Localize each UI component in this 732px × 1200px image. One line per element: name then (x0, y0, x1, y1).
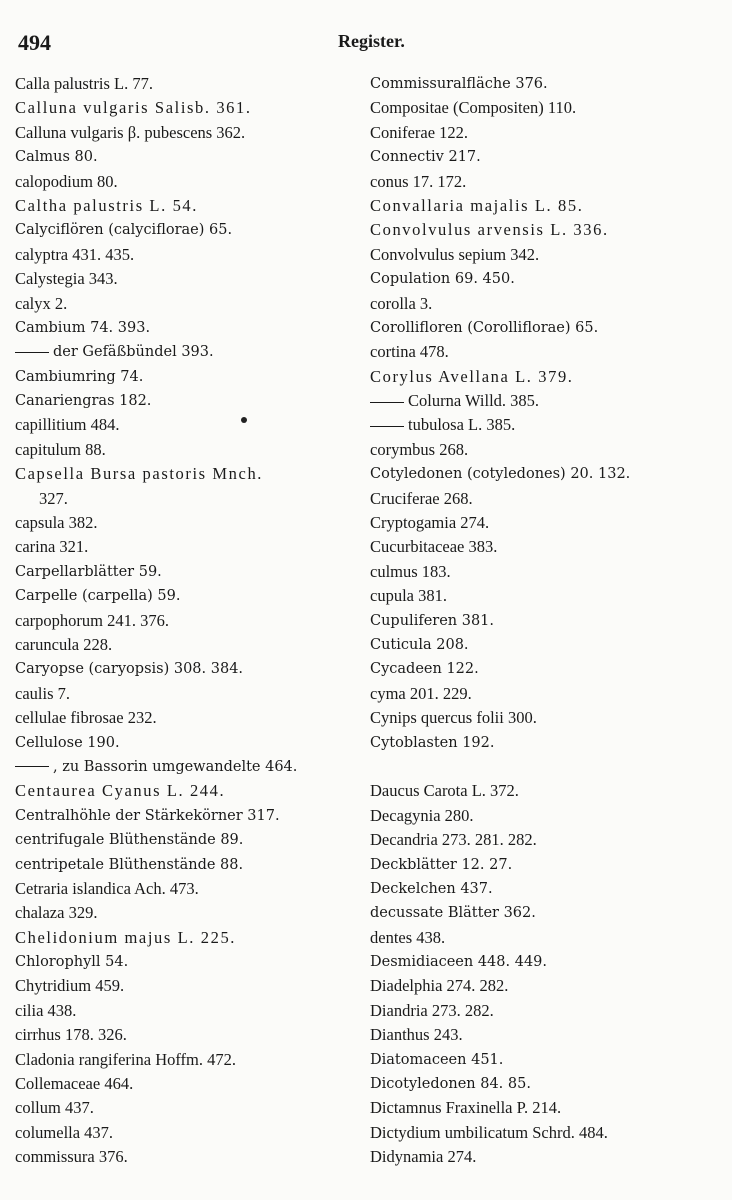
index-entry-text: Carpellarblätter 59. (15, 563, 162, 580)
index-entry-text: , zu Bassorin umgewandelte 464. (53, 758, 298, 775)
index-entry-text: caulis 7. (15, 683, 70, 703)
index-entry (370, 877, 720, 901)
index-entry-text: cellulae fibrosae 232. (15, 708, 157, 728)
index-entry (15, 96, 365, 120)
index-entry-text: Didynamia 274. (370, 1147, 477, 1167)
index-entry-text: corolla 3. (370, 293, 433, 313)
index-entry (15, 828, 365, 852)
index-entry-text: Dictydium umbilicatum Schrd. 484. (370, 1122, 608, 1142)
index-entry-text: Diatomaceen 451. (370, 1051, 504, 1068)
index-entry-text: Capsella Bursa pastoris Mnch. (15, 464, 264, 484)
index-entry-text: columella 437. (15, 1122, 114, 1142)
index-entry-text: Connectiv 217. (370, 149, 481, 166)
index-entry (370, 292, 720, 316)
index-entry (15, 999, 365, 1023)
repeat-dash (15, 766, 49, 767)
index-entry-text: Cytoblasten 192. (370, 734, 495, 751)
index-entry-text: cyma 201. 229. (370, 683, 472, 703)
repeat-dash (370, 402, 404, 403)
index-entry-text: Calystegia 343. (15, 269, 118, 289)
index-entry-text: Compositae (Compositen) 110. (370, 98, 577, 118)
index-entry (15, 560, 365, 584)
index-entry (15, 170, 365, 194)
index-entry (15, 1096, 365, 1120)
index-entry-text: capitulum 88. (15, 439, 106, 459)
index-entry (15, 706, 365, 730)
index-entry-text: carpophorum 241. 376. (15, 610, 169, 630)
index-entry-text: calyx 2. (15, 293, 68, 313)
index-entry-text: Convallaria majalis L. 85. (370, 195, 584, 215)
index-entry-text: Cryptogamia 274. (370, 513, 490, 533)
index-entry-text: Canariengras 182. (15, 393, 152, 410)
index-entry (15, 609, 365, 633)
index-entry (370, 413, 720, 437)
index-entry (15, 877, 365, 901)
index-entry-text: cortina 478. (370, 342, 449, 362)
index-entry (370, 706, 720, 730)
index-entry (15, 657, 365, 681)
index-entry-text: culmus 183. (370, 561, 451, 581)
index-entry (370, 511, 720, 535)
index-entry-text: Cuticula 208. (370, 636, 469, 653)
index-entry (15, 901, 365, 925)
index-entry-text: der Gefäßbündel 393. (53, 344, 214, 361)
index-entry (15, 1048, 365, 1072)
index-entry (15, 194, 365, 218)
index-entry-text: collum 437. (15, 1098, 94, 1118)
index-entry-text: dentes 438. (370, 927, 446, 947)
index-entry (370, 609, 720, 633)
index-entry (370, 170, 720, 194)
index-entry-text: Commissuralfläche 376. (370, 76, 548, 92)
index-entry-text: Cambium 74. 393. (15, 319, 151, 336)
index-entry (370, 853, 720, 877)
index-entry-text: Collemaceae 464. (15, 1074, 134, 1094)
index-entry-text: conus 17. 172. (370, 171, 467, 191)
index-entry (15, 72, 365, 96)
index-entry-text: capillitium 484. (15, 415, 120, 435)
index-entry (370, 682, 720, 706)
repeat-dash (15, 352, 49, 353)
index-entry (370, 316, 720, 340)
index-entry-text: Carpelle (carpella) 59. (15, 588, 181, 605)
index-entry (15, 1145, 365, 1169)
index-entry-text: tubulosa L. 385. (408, 415, 516, 435)
index-entry (370, 779, 720, 803)
index-entry-text: Centaurea Cyanus L. 244. (15, 781, 226, 801)
index-entry (370, 1121, 720, 1145)
index-entry-text: Convolvulus sepium 342. (370, 244, 540, 264)
index-entry (15, 340, 365, 364)
index-entry (370, 1023, 720, 1047)
index-entry-text: centrifugale Blüthenstände 89. (15, 832, 244, 849)
index-entry-text: Corollifloren (Corolliflorae) 65. (370, 319, 599, 336)
index-entry-text: Diandria 273. 282. (370, 1000, 494, 1020)
index-entry (370, 121, 720, 145)
index-entry-text: Calluna vulgaris Salisb. 361. (15, 98, 252, 118)
index-entry-text: Chytridium 459. (15, 976, 125, 996)
index-entry (15, 121, 365, 145)
index-entry-text: Cotyledonen (cotyledones) 20. 132. (370, 466, 631, 483)
index-entry (15, 682, 365, 706)
index-entry (370, 974, 720, 998)
page-number: 494 (18, 30, 51, 55)
index-entry-text: commissura 376. (15, 1147, 128, 1167)
index-entry (15, 267, 365, 291)
index-entry (370, 804, 720, 828)
index-entry (370, 1048, 720, 1072)
index-entry-text: Calyciflören (calyciflorae) 65. (15, 222, 233, 239)
index-entry (370, 72, 720, 96)
index-entry-text: calyptra 431. 435. (15, 244, 135, 264)
index-entry-text: Caltha palustris L. 54. (15, 195, 198, 215)
index-column-right (370, 72, 720, 1170)
index-entry (15, 926, 365, 950)
index-entry (370, 243, 720, 267)
index-entry-text: Convolvulus arvensis L. 336. (370, 220, 609, 240)
index-entry (15, 316, 365, 340)
index-entry (370, 267, 720, 291)
index-entry (15, 731, 365, 755)
index-entry (370, 1072, 720, 1096)
index-entry (370, 633, 720, 657)
index-entry (370, 560, 720, 584)
index-entry-text: Diadelphia 274. 282. (370, 976, 509, 996)
running-header: Register. (338, 31, 405, 51)
index-entry-text: cilia 438. (15, 1000, 77, 1020)
index-entry (15, 779, 365, 803)
index-entry (370, 950, 720, 974)
index-entry-text: Cynips quercus folii 300. (370, 708, 537, 728)
index-entry-text: Dianthus 243. (370, 1025, 463, 1045)
index-entry-text: carina 321. (15, 537, 89, 557)
index-entry-text: Calluna vulgaris β. pubescens 362. (15, 122, 246, 142)
index-entry-text: Cellulose 190. (15, 734, 120, 751)
index-entry (15, 487, 365, 511)
index-entry (370, 389, 720, 413)
index-entry (370, 535, 720, 559)
index-entry-text: Cambiumring 74. (15, 368, 144, 385)
index-entry (370, 584, 720, 608)
index-entry (15, 633, 365, 657)
index-entry-text: Decagynia 280. (370, 805, 474, 825)
index-entry (370, 1096, 720, 1120)
index-entry-text: Cetraria islandica Ach. 473. (15, 878, 199, 898)
index-entry-text: Dictamnus Fraxinella P. 214. (370, 1098, 562, 1118)
index-entry-text: Dicotyledonen 84. 85. (370, 1076, 531, 1093)
index-entry (370, 926, 720, 950)
index-entry (370, 487, 720, 511)
index-entry-text: centripetale Blüthenstände 88. (15, 856, 244, 873)
index-entry (15, 292, 365, 316)
index-entry (15, 462, 365, 486)
index-entry (370, 365, 720, 389)
index-entry (370, 657, 720, 681)
index-entry-text: Cucurbitaceae 383. (370, 537, 498, 557)
index-entry (370, 462, 720, 486)
index-entry-text: Decandria 273. 281. 282. (370, 830, 537, 850)
index-entry-text: 327. (39, 488, 68, 508)
index-entry-text: cirrhus 178. 326. (15, 1025, 127, 1045)
index-entry-text: Cruciferae 268. (370, 488, 473, 508)
index-entry (370, 145, 720, 169)
index-entry (15, 853, 365, 877)
index-entry (15, 438, 365, 462)
index-entry (15, 218, 365, 242)
index-entry (15, 974, 365, 998)
index-entry (370, 901, 720, 925)
index-entry-text: chalaza 329. (15, 903, 98, 923)
index-entry-text: capsula 382. (15, 513, 98, 533)
index-entry (15, 145, 365, 169)
index-entry-text: Chlorophyll 54. (15, 954, 129, 971)
index-entry-text: Centralhöhle der Stärkekörner 317. (15, 807, 280, 824)
index-column-left (15, 72, 365, 1170)
index-entry (15, 804, 365, 828)
index-entry-text: corymbus 268. (370, 439, 469, 459)
index-entry-text: Caryopse (caryopsis) 308. 384. (15, 661, 244, 678)
index-entry (370, 999, 720, 1023)
index-entry-text: decussate Blätter 362. (370, 905, 536, 922)
index-entry-text: cupula 381. (370, 586, 447, 606)
index-entry (370, 218, 720, 242)
index-entry-text: calopodium 80. (15, 171, 118, 191)
index-entry (370, 731, 720, 755)
index-entry-text: Copulation 69. 450. (370, 271, 515, 288)
index-entry-text: Daucus Carota L. 372. (370, 781, 519, 801)
index-entry-text: Cycadeen 122. (370, 661, 479, 678)
index-entry-text: Cupuliferen 381. (370, 612, 495, 629)
index-entry (370, 340, 720, 364)
index-entry (370, 1145, 720, 1169)
index-entry (370, 194, 720, 218)
index-entry-text: Cladonia rangiferina Hoffm. 472. (15, 1049, 237, 1069)
repeat-dash (370, 426, 404, 427)
index-entry (15, 365, 365, 389)
index-entry (15, 389, 365, 413)
index-entry-text: Deckblätter 12. 27. (370, 856, 513, 873)
index-entry (370, 828, 720, 852)
index-entry (15, 584, 365, 608)
index-entry-text: Chelidonium majus L. 225. (15, 927, 237, 947)
index-entry-text: caruncula 228. (15, 634, 113, 654)
index-entry-text: Corylus Avellana L. 379. (370, 366, 574, 386)
index-entry (15, 950, 365, 974)
index-entry (15, 535, 365, 559)
index-entry (15, 243, 365, 267)
index-entry (15, 1072, 365, 1096)
index-entry-text: Desmidiaceen 448. 449. (370, 954, 548, 971)
index-entry (15, 1121, 365, 1145)
index-entry (370, 438, 720, 462)
index-entry (15, 755, 365, 779)
index-entry-text: Calmus 80. (15, 149, 98, 166)
ink-speck (241, 417, 247, 423)
index-entry (15, 413, 365, 437)
index-entry (15, 511, 365, 535)
index-entry-text: Deckelchen 437. (370, 880, 493, 897)
index-entry (15, 1023, 365, 1047)
index-entry-text: Coniferae 122. (370, 122, 469, 142)
index-entry-text: Calla palustris L. 77. (15, 74, 153, 93)
index-entry-text: Colurna Willd. 385. (408, 391, 540, 411)
index-entry (370, 96, 720, 120)
